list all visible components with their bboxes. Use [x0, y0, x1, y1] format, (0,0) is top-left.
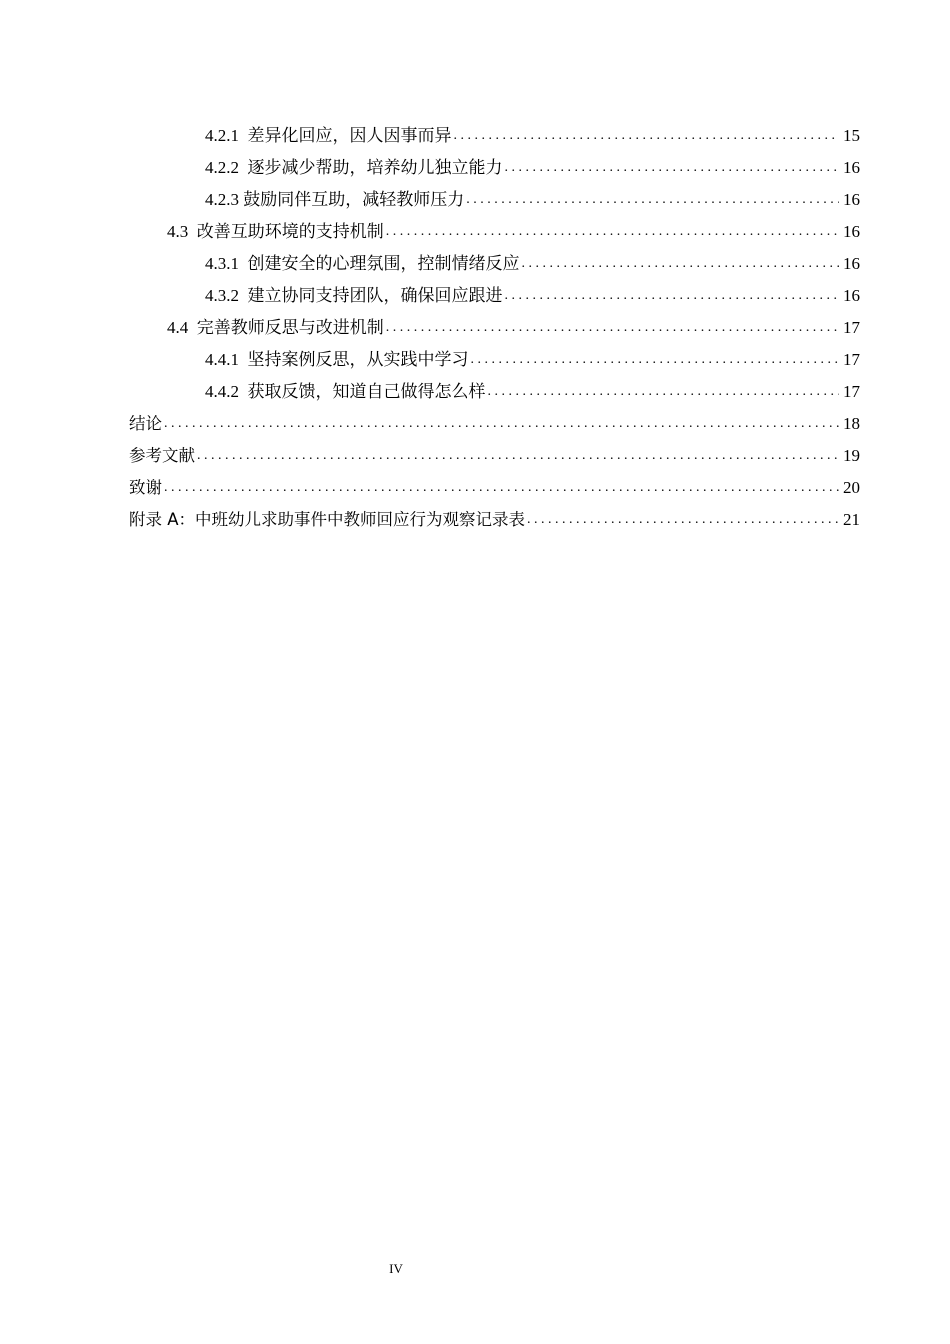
- toc-dot-leader: [471, 350, 840, 370]
- toc-dot-leader: [164, 414, 839, 434]
- toc-entry-conclusion[interactable]: [129, 402, 860, 434]
- toc-entry-number: 4.4: [167, 318, 197, 337]
- toc-entry-title: 参考文献: [129, 446, 195, 465]
- toc-entry-title: 鼓励同伴互助，减轻教师压力: [243, 190, 465, 209]
- toc-entry-title: 坚持案例反思，从实践中学习: [247, 350, 469, 369]
- toc-entry-title: 致谢: [129, 478, 162, 497]
- toc-page-number: 16: [843, 254, 860, 273]
- toc-entry-title: 建立协同支持团队，确保回应跟进: [247, 286, 503, 305]
- toc-page-number: 20: [843, 478, 860, 497]
- toc-entry-number: 4.2.3: [205, 190, 244, 209]
- toc-entry-4-2-2[interactable]: [129, 146, 860, 178]
- toc-entry-number: 4.2.2: [205, 158, 248, 177]
- toc-dot-leader: [522, 254, 840, 274]
- page-number-footer: IV: [389, 1261, 403, 1276]
- toc-dot-leader: [527, 510, 839, 530]
- toc-entry-4-3-2[interactable]: [129, 274, 860, 306]
- toc-entry-title: 改善互助环境的支持机制: [196, 222, 384, 241]
- toc-dot-leader: [386, 222, 839, 242]
- toc-entry-number: 4.3.2: [205, 286, 248, 305]
- toc-entry-number: 4.4.2: [205, 382, 248, 401]
- toc-entry-title: 附录 A：中班幼儿求助事件中教师回应行为观察记录表: [129, 510, 526, 529]
- toc-page-number: 16: [843, 190, 860, 209]
- table-of-contents: [129, 114, 860, 530]
- toc-entry-appendix-a[interactable]: [129, 498, 860, 530]
- toc-dot-leader: [164, 478, 839, 498]
- toc-entry-4-4[interactable]: [129, 306, 860, 338]
- toc-entry-title: 完善教师反思与改进机制: [196, 318, 384, 337]
- toc-page-number: 17: [843, 382, 860, 401]
- toc-page-number: 18: [843, 414, 860, 433]
- toc-dot-leader: [197, 446, 839, 466]
- toc-entry-4-2-3[interactable]: [129, 178, 860, 210]
- toc-page-number: 17: [843, 350, 860, 369]
- toc-dot-leader: [505, 158, 840, 178]
- toc-entry-4-3-1[interactable]: [129, 242, 860, 274]
- toc-entry-4-2-1[interactable]: [129, 114, 860, 146]
- toc-dot-leader: [488, 382, 840, 402]
- toc-dot-leader: [454, 126, 840, 146]
- toc-entry-number: 4.3: [167, 222, 197, 241]
- toc-page-number: 17: [843, 318, 860, 337]
- toc-page-number: 16: [843, 286, 860, 305]
- toc-entry-title: 获取反馈，知道自己做得怎么样: [247, 382, 486, 401]
- toc-page-number: 21: [843, 510, 860, 529]
- toc-entry-title: 结论: [129, 414, 162, 433]
- toc-dot-leader: [466, 190, 839, 210]
- toc-dot-leader: [386, 318, 839, 338]
- toc-entry-references[interactable]: [129, 434, 860, 466]
- toc-entry-number: 4.2.1: [205, 126, 248, 145]
- toc-entry-title: 逐步减少帮助，培养幼儿独立能力: [247, 158, 503, 177]
- toc-page-number: 19: [843, 446, 860, 465]
- toc-entry-acknowledgements[interactable]: [129, 466, 860, 498]
- toc-entry-number: 4.4.1: [205, 350, 248, 369]
- toc-dot-leader: [505, 286, 840, 306]
- toc-entry-title: 差异化回应，因人因事而异: [247, 126, 452, 145]
- toc-page-number: 16: [843, 222, 860, 241]
- toc-entry-number: 4.3.1: [205, 254, 248, 273]
- toc-page-number: 16: [843, 158, 860, 177]
- toc-entry-title: 创建安全的心理氛围，控制情绪反应: [247, 254, 520, 273]
- toc-page-number: 15: [843, 126, 860, 145]
- toc-entry-4-4-1[interactable]: [129, 338, 860, 370]
- toc-entry-4-3[interactable]: [129, 210, 860, 242]
- toc-entry-4-4-2[interactable]: [129, 370, 860, 402]
